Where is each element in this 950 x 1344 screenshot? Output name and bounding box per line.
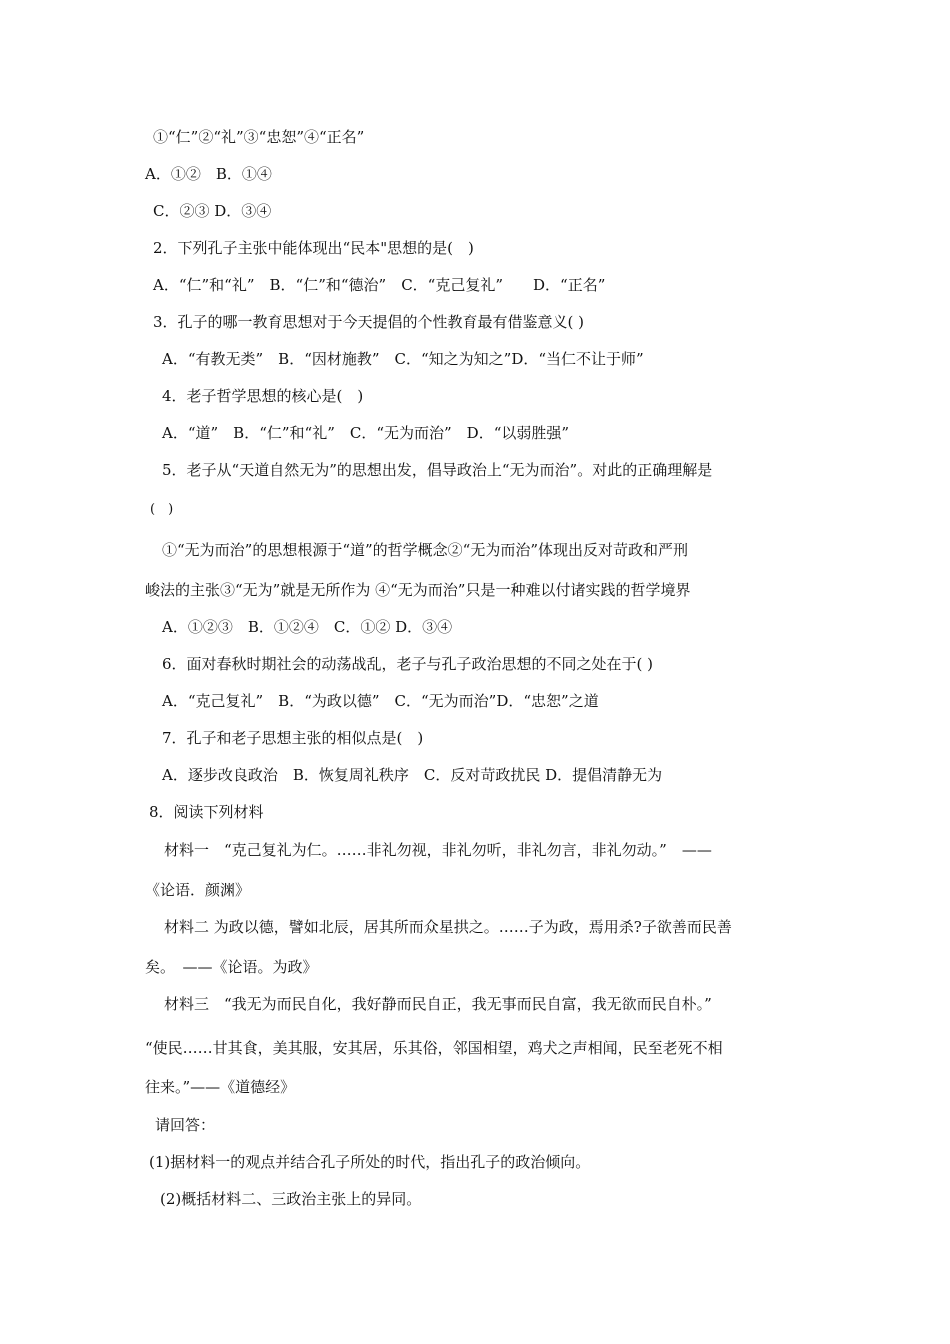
q8-stem: 8．阅读下列材料 <box>149 803 264 821</box>
q2-stem: 2．下列孔子主张中能体现出“民本"思想的是( ) <box>153 239 474 257</box>
q5-statements-line1: ①“无为而治”的思想根源于“道”的哲学概念②“无为而治”体现出反对苛政和严刑 <box>162 541 689 559</box>
q5-choices: A．①②③ B．①②④ C．①② D．③④ <box>162 618 453 636</box>
q6-choices: A．“克己复礼” B．“为政以德” C．“无为而治”D．“忠恕”之道 <box>162 692 599 710</box>
q7-stem: 7．孔子和老子思想主张的相似点是( ) <box>162 729 424 747</box>
q6-stem: 6．面对春秋时期社会的动荡战乱，老子与孔子政治思想的不同之处在于( ) <box>162 655 654 673</box>
q2-choices: A．“仁”和“礼” B．“仁”和“德治” C．“克己复礼” D．“正名” <box>153 276 606 294</box>
material-one-source: 《论语．颜渊》 <box>145 881 251 899</box>
q3-stem: 3．孔子的哪一教育思想对于今天提倡的个性教育最有借鉴意义( ) <box>153 313 585 331</box>
q4-stem: 4．老子哲学思想的核心是( ) <box>162 387 364 405</box>
q3-choices: A．“有教无类” B．“因材施教” C．“知之为知之”D．“当仁不让于师” <box>162 350 644 368</box>
q7-choices: A．逐步改良政治 B．恢复周礼秩序 C．反对苛政扰民 D．提倡清静无为 <box>162 766 663 784</box>
q1-options-list: ①“仁”②“礼”③“忠恕”④“正名” <box>153 128 365 146</box>
q1-choice-cd: C．②③ D．③④ <box>153 202 272 220</box>
material-three-line1: 材料三 “我无为而民自化，我好静而民自正，我无事而民自富，我无欲而民自朴。” <box>164 995 712 1013</box>
q5-stem: 5．老子从“天道自然无为”的思想出发，倡导政治上“无为而治”。对此的正确理解是 <box>162 461 713 479</box>
material-three-source: 往来。”——《道德经》 <box>145 1078 296 1096</box>
q5-statements-line2: 峻法的主张③“无为”就是无所作为 ④“无为而治”只是一种难以付诸实践的哲学境界 <box>145 581 691 599</box>
sub-question-1: (1)据材料一的观点并结合孔子所处的时代，指出孔子的政治倾向。 <box>149 1153 591 1171</box>
material-one-line1: 材料一 “克己复礼为仁。……非礼勿视，非礼勿听，非礼勿言，非礼勿动。” —— <box>164 841 712 859</box>
material-two-line2: 矣。 ——《论语。为政》 <box>145 958 318 976</box>
q1-choice-ab: A．①② B．①④ <box>145 165 272 183</box>
answer-prompt: 请回答： <box>155 1116 216 1134</box>
sub-question-2: (2)概括材料二、三政治主张上的异同。 <box>160 1190 422 1208</box>
material-three-line2: “使民……甘其食，美其服，安其居，乐其俗，邻国相望，鸡犬之声相闻，民至老死不相 <box>145 1039 723 1057</box>
q4-choices: A．“道” B．“仁”和“礼” C．“无为而治” D．“以弱胜强” <box>162 424 570 442</box>
q5-answer-blank: ( ) <box>150 502 174 517</box>
material-two-line1: 材料二 为政以德，譬如北辰，居其所而众星拱之。……子为政，焉用杀?子欲善而民善 <box>164 918 732 936</box>
